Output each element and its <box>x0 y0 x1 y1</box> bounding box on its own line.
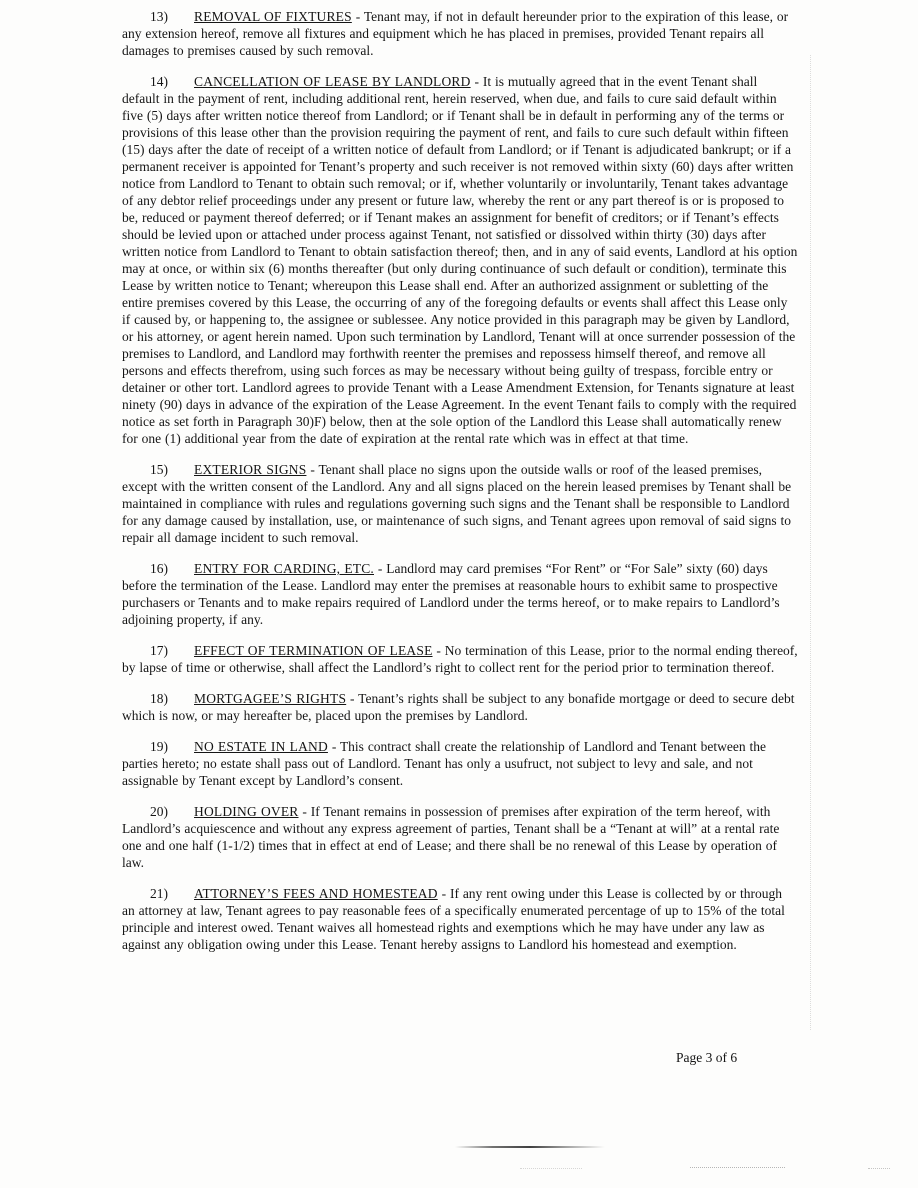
section-number: 19) <box>150 739 168 754</box>
scan-artifact-dashes <box>868 1168 890 1169</box>
lease-section-21 <box>122 885 798 953</box>
section-heading: REMOVAL OF FIXTURES <box>194 9 352 24</box>
section-heading: NO ESTATE IN LAND <box>194 739 328 754</box>
page-number: Page 3 of 6 <box>676 1050 738 1065</box>
section-body: - Landlord may card premises “For Rent” or “For Sale” sixty (60) days before the termination of the Lease. Landlord may enter the premises at reasonable hours to exhibit same to prospective purchasers or Tenants and to make repairs required of Landlord under the terms hereof, or to make repairs to Landlord’s adjoining property, if any. <box>122 561 780 627</box>
section-heading: CANCELLATION OF LEASE BY LANDLORD <box>194 74 471 89</box>
section-body: - This contract shall create the relationship of Landlord and Tenant between the parties hereto; no estate shall pass out of Landlord. Tenant has only a usufruct, not subject to levy and sale, and not assignable by Tenant except by Landlord’s consent. <box>122 739 766 788</box>
lease-section-15 <box>122 461 798 546</box>
section-number: 15) <box>150 462 168 477</box>
lease-section-20 <box>122 803 798 871</box>
section-body: - If any rent owing under this Lease is collected by or through an attorney at law, Tenant agrees to pay reasonable fees of a specifically enumerated percentage of up to 15% of the total principle and interest owed. Tenant waives all homestead rights and exemptions which he may have under any law as against any obligation owing under this Lease. Tenant hereby assigns to Landlord his homestead and exemption. <box>122 886 785 952</box>
section-heading: EFFECT OF TERMINATION OF LEASE <box>194 643 433 658</box>
section-heading: ATTORNEY’S FEES AND HOMESTEAD <box>194 886 438 901</box>
lease-text-block <box>122 8 798 967</box>
section-body: - It is mutually agreed that in the event Tenant shall default in the payment of rent, including additional rent, herein reserved, when due, and fails to cure said default within five (5) days after written notice thereof from Landlord; or if Tenant shall be in default in performing any of the terms or provisions of this lease other than the provision requiring the payment of rent, and fails to cure such default within fifteen (15) days after the date of receipt of a written notice of default from Landlord; or if Tenant is adjudicated bankrupt; or if a permanent receiver is appointed for Tenant’s property and such receiver is not removed within sixty (60) days after written notice from Landlord to Tenant to obtain such removal; or if, whether voluntarily or involuntarily, Tenant takes advantage of any debtor relief proceedings under any present or future law, whereby the rent or any part thereof is or is proposed to be, reduced or payment thereof deferred; or if Tenant makes an assignment for benefit of creditors; or if Tenant’s effects should be levied upon or attached under process against Tenant, not satisfied or dissolved within thirty (30) days after written notice from Landlord to Tenant to obtain satisfaction thereof; then, and in any of said events, Landlord at his option may at once, or within six (6) months thereafter (but only during continuance of such default or condition), terminate this Lease by written notice to Tenant; whereupon this Lease shall end. After an authorized assignment or subletting of the entire premises covered by this Lease, the occurring of any of the foregoing defaults or events shall affect this Lease only if caused by, or happening to, the assignee or sublessee. Any notice provided in this paragraph may be given by Landlord, or his attorney, or agent herein named. Upon such termination by Landlord, Tenant will at once surrender possession of the premises to Landlord, and Landlord may forthwith reenter the premises and repossess himself thereof, and remove all persons and effects therefrom, using such forces as may be necessary without being guilty of trespass, forcible entry or detainer or other tort. Landlord agrees to provide Tenant with a Lease Amendment Extension, for Tenants signature at least ninety (90) days in advance of the expiration of the Lease Agreement. In the event Tenant fails to comply with the required notice as set forth in Paragraph 30)F) below, then at the sole option of the Landlord this Lease shall automatically renew for one (1) additional year from the date of expiration at the rental rate which was in effect at that time. <box>122 74 798 446</box>
lease-section-19 <box>122 738 798 789</box>
section-number: 21) <box>150 886 168 901</box>
section-number: 18) <box>150 691 168 706</box>
section-body: - If Tenant remains in possession of premises after expiration of the term hereof, with Landlord’s acquiescence and without any express agreement of parties, Tenant shall be a “Tenant at will” at a rental rate one and one half (1-1/2) times that in effect at end of Lease; and there shall be no renewal of this Lease by operation of law. <box>122 804 780 870</box>
section-number: 20) <box>150 804 168 819</box>
section-body: - Tenant’s rights shall be subject to any bonafide mortgage or deed to secure debt which is now, or may hereafter be, placed upon the premises by Landlord. <box>122 691 795 723</box>
section-heading: EXTERIOR SIGNS <box>194 462 307 477</box>
scan-artifact-dashes <box>690 1167 785 1168</box>
lease-section-16 <box>122 560 798 628</box>
scan-artifact-vertical-dots <box>810 55 811 1030</box>
section-heading: ENTRY FOR CARDING, ETC. <box>194 561 374 576</box>
section-body: - No termination of this Lease, prior to the normal ending thereof, by lapse of time or otherwise, shall affect the Landlord’s right to collect rent for the period prior to termination thereof. <box>122 643 798 675</box>
section-body: - Tenant may, if not in default hereunder prior to the expiration of this lease, or any extension hereof, remove all fixtures and equipment which he has placed in premises, provided Tenant repairs all damages to premises caused by such removal. <box>122 9 789 58</box>
section-number: 14) <box>150 74 168 89</box>
section-number: 13) <box>150 9 168 24</box>
section-body: - Tenant shall place no signs upon the outside walls or roof of the leased premises, except with the written consent of the Landlord. Any and all signs placed on the herein leased premises by Tenant shall be maintained in compliance with rules and regulations governing such signs and the Tenant shall be responsible to Landlord for any damage caused by installation, use, or maintenance of such signs, and Tenant agrees upon removal of said signs to repair all damage incident to such removal. <box>122 462 792 545</box>
lease-section-18 <box>122 690 798 724</box>
lease-section-13 <box>122 8 798 59</box>
lease-section-14 <box>122 73 798 447</box>
section-number: 16) <box>150 561 168 576</box>
scan-artifact-dashes <box>520 1168 582 1169</box>
section-number: 17) <box>150 643 168 658</box>
section-heading: HOLDING OVER <box>194 804 299 819</box>
lease-section-17 <box>122 642 798 676</box>
scan-artifact-smudge-line <box>455 1146 605 1148</box>
section-heading: MORTGAGEE’S RIGHTS <box>194 691 347 706</box>
